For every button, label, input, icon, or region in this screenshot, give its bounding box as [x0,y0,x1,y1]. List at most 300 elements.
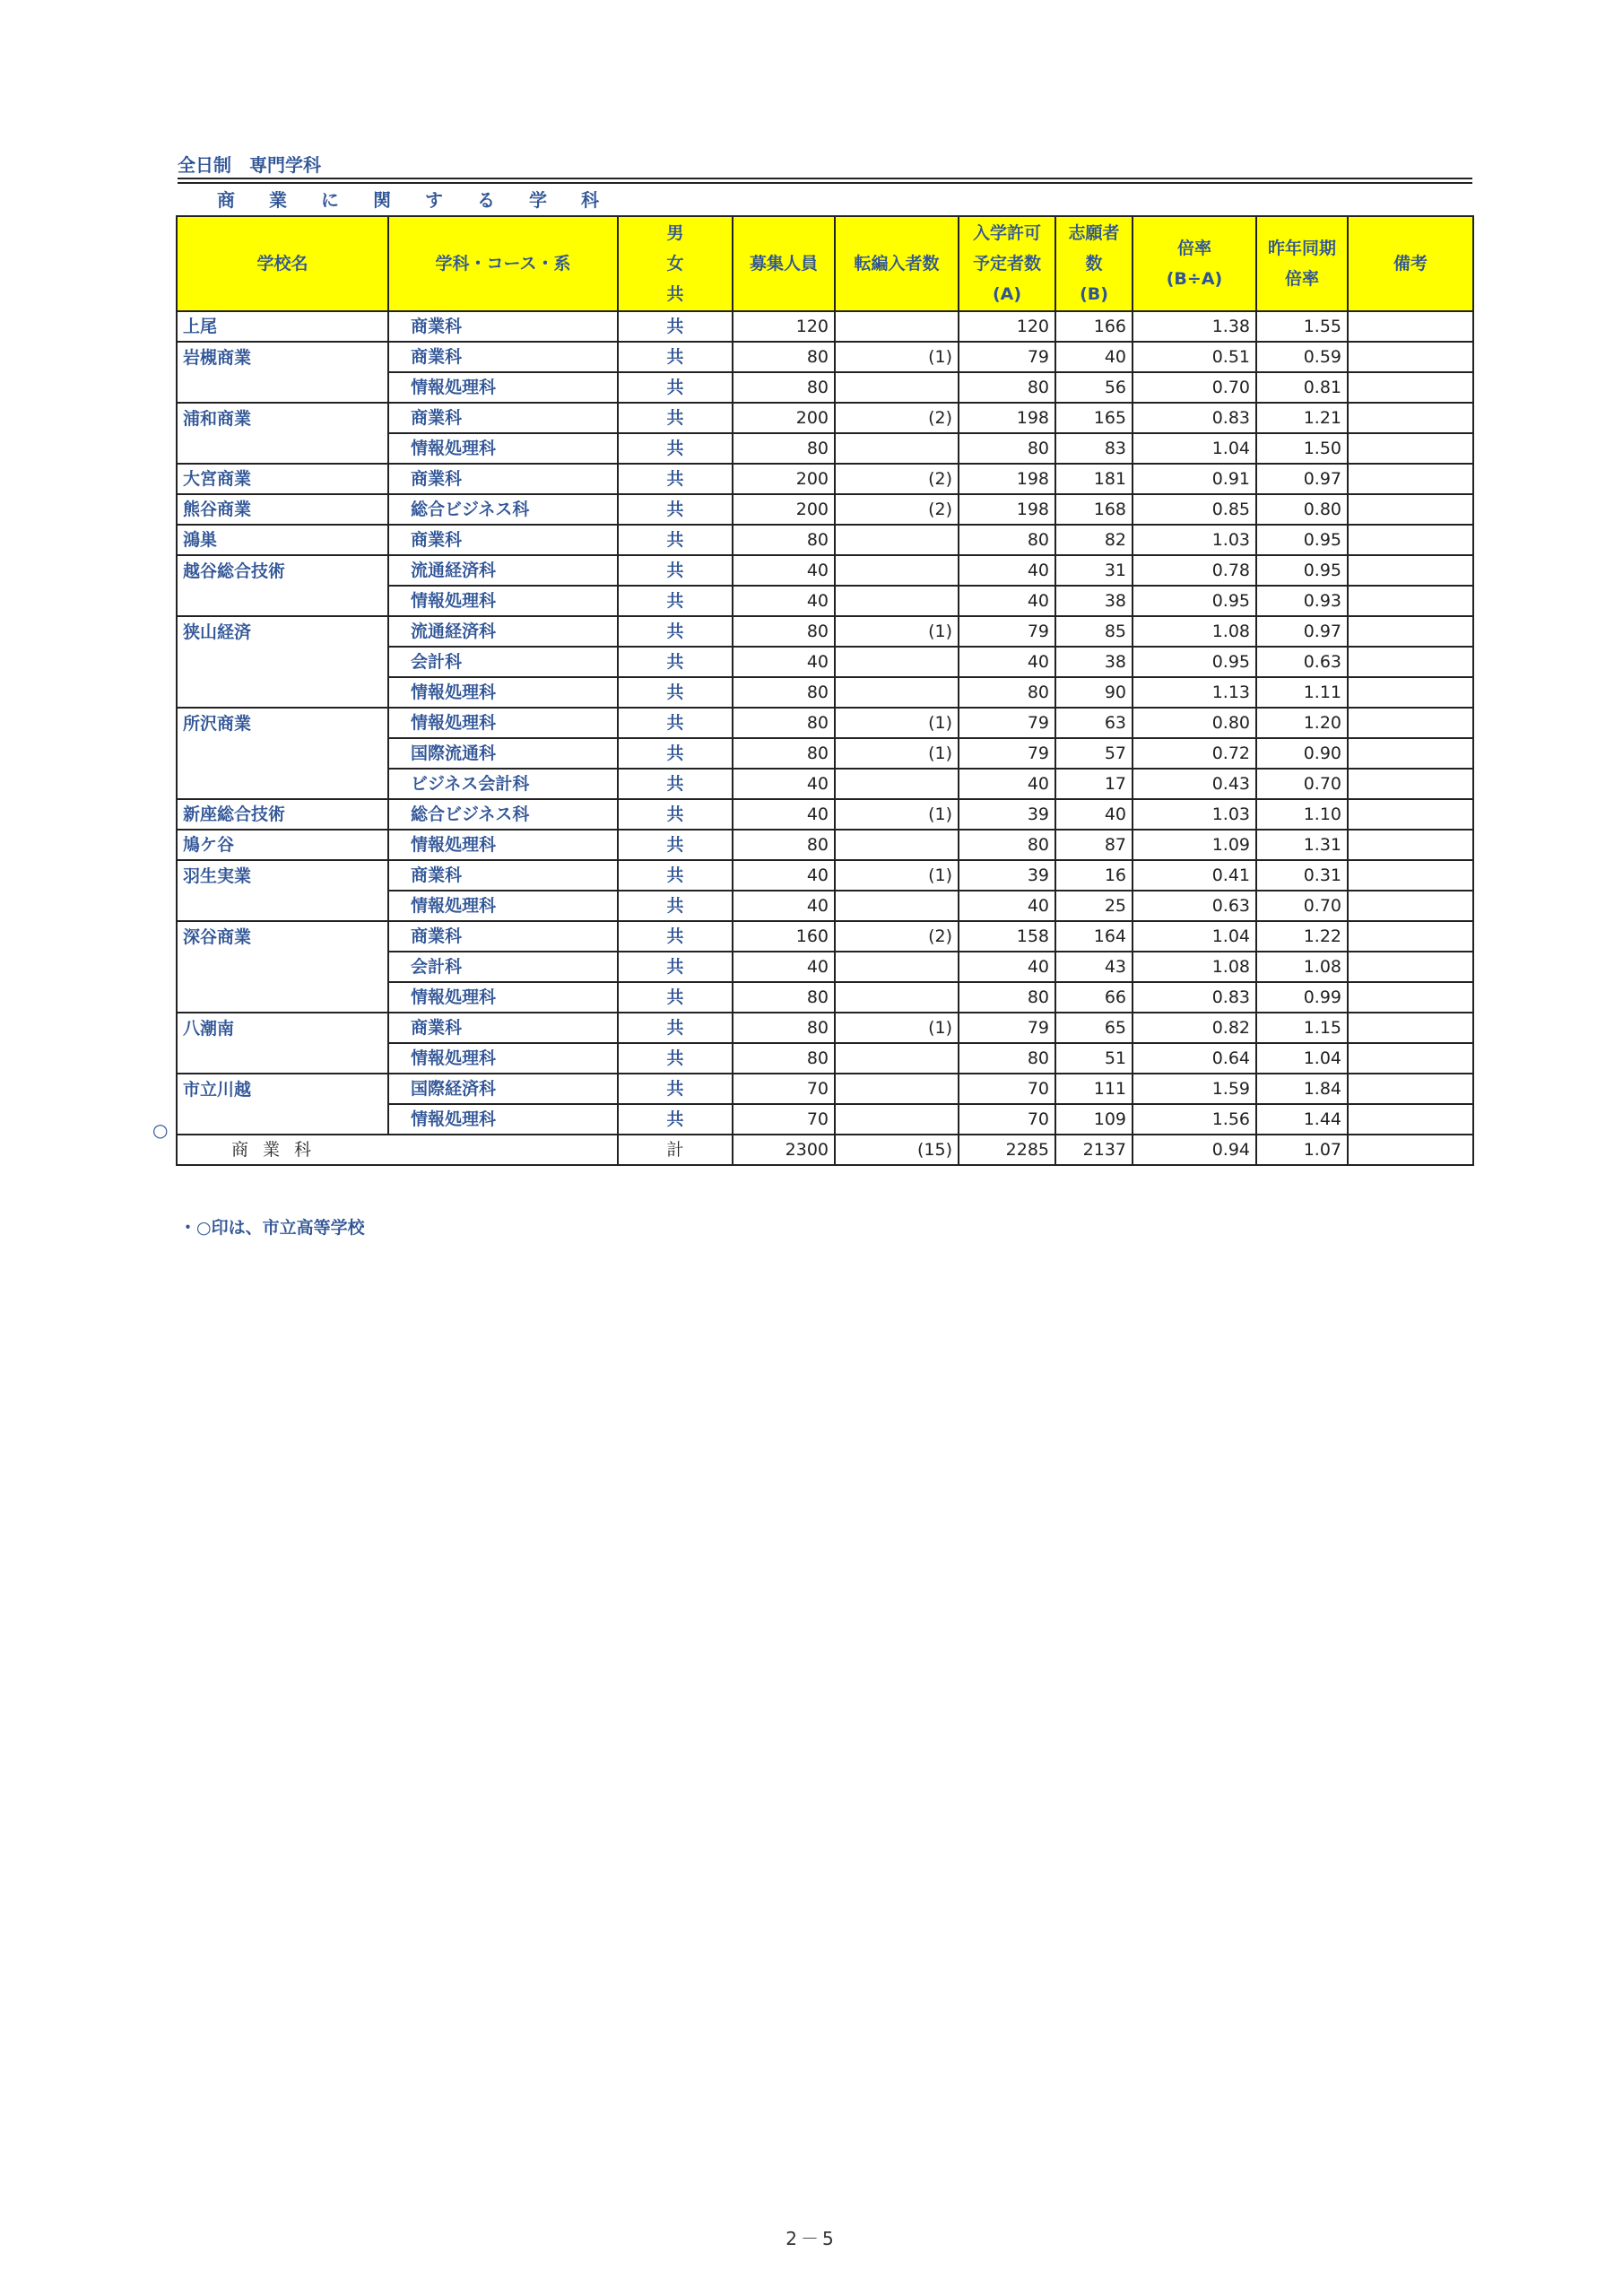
cell-applicants: 166 [1055,311,1133,342]
cell-dept: 商業科 [388,860,618,891]
cell-ratio: 0.43 [1133,769,1256,799]
cell-school: 鴻巣 [177,525,388,555]
cell-dept: 流通経済科 [388,555,618,586]
cell-gender: 共 [618,494,733,525]
cell-last-ratio: 0.70 [1256,891,1348,921]
header-planned: 入学許可 予定者数 (A) [959,216,1055,311]
cell-transfer [835,982,959,1013]
cell-transfer [835,769,959,799]
cell-planned: 39 [959,799,1055,830]
cell-ratio: 1.56 [1133,1104,1256,1135]
cell-planned: 80 [959,1043,1055,1074]
cell-school: 市立川越 [177,1074,388,1104]
cell-last-ratio: 1.31 [1256,830,1348,860]
cell-remarks [1348,677,1473,708]
cell-remarks [1348,616,1473,647]
cell-school [177,647,388,677]
cell-transfer: (1) [835,616,959,647]
cell-applicants: 57 [1055,738,1133,769]
cell-planned: 79 [959,708,1055,738]
cell-transfer [835,891,959,921]
table-row [177,464,1473,494]
cell-school: 狭山経済 [177,616,388,647]
cell-planned: 80 [959,433,1055,464]
cell-ratio: 1.08 [1133,952,1256,982]
enrollment-table [176,215,1474,1166]
cell-gender: 共 [618,1074,733,1104]
cell-applicants: 109 [1055,1104,1133,1135]
cell-gender: 共 [618,403,733,433]
cell-capacity: 80 [733,738,835,769]
cell-capacity: 80 [733,525,835,555]
table-row [177,677,1473,708]
cell-capacity: 40 [733,586,835,616]
cell-remarks [1348,372,1473,403]
cell-dept: 情報処理科 [388,708,618,738]
table-row [177,403,1473,433]
cell-planned: 79 [959,1013,1055,1043]
cell-remarks [1348,738,1473,769]
cell-gender: 共 [618,677,733,708]
cell-school: 岩槻商業 [177,342,388,372]
cell-remarks [1348,799,1473,830]
cell-last-ratio: 0.95 [1256,525,1348,555]
cell-gender: 共 [618,769,733,799]
cell-school [177,433,388,464]
table-row [177,647,1473,677]
total-remarks [1348,1135,1473,1165]
total-ratio: 0.94 [1133,1135,1256,1165]
cell-capacity: 200 [733,403,835,433]
cell-last-ratio: 0.93 [1256,586,1348,616]
table-row [177,799,1473,830]
total-applicants: 2137 [1055,1135,1133,1165]
cell-last-ratio: 1.15 [1256,1013,1348,1043]
cell-planned: 198 [959,464,1055,494]
cell-school [177,738,388,769]
cell-applicants: 181 [1055,464,1133,494]
header-remarks: 備考 [1348,216,1473,311]
cell-ratio: 0.82 [1133,1013,1256,1043]
cell-school [177,1104,388,1135]
cell-ratio: 0.78 [1133,555,1256,586]
table-row [177,1013,1473,1043]
cell-planned: 80 [959,525,1055,555]
header-row [177,216,1473,311]
cell-last-ratio: 1.84 [1256,1074,1348,1104]
total-label: 商業科 [177,1135,618,1165]
cell-gender: 共 [618,1013,733,1043]
cell-transfer [835,952,959,982]
table-row [177,769,1473,799]
cell-last-ratio: 1.04 [1256,1043,1348,1074]
cell-planned: 198 [959,494,1055,525]
cell-planned: 40 [959,586,1055,616]
total-capacity: 2300 [733,1135,835,1165]
table-row [177,952,1473,982]
table-row [177,982,1473,1013]
cell-transfer: (1) [835,1013,959,1043]
cell-remarks [1348,494,1473,525]
cell-transfer: (1) [835,342,959,372]
cell-ratio: 0.41 [1133,860,1256,891]
cell-remarks [1348,982,1473,1013]
cell-last-ratio: 1.22 [1256,921,1348,952]
cell-applicants: 56 [1055,372,1133,403]
cell-transfer [835,677,959,708]
table-row [177,921,1473,952]
table-row [177,433,1473,464]
header-last-ratio: 昨年同期 倍率 [1256,216,1348,311]
cell-remarks [1348,860,1473,891]
cell-ratio: 1.38 [1133,311,1256,342]
cell-ratio: 0.80 [1133,708,1256,738]
cell-dept: 会計科 [388,952,618,982]
cell-remarks [1348,342,1473,372]
cell-last-ratio: 0.97 [1256,616,1348,647]
cell-transfer: (1) [835,799,959,830]
cell-dept: 情報処理科 [388,830,618,860]
cell-last-ratio: 0.81 [1256,372,1348,403]
header-school: 学校名 [177,216,388,311]
cell-last-ratio: 1.50 [1256,433,1348,464]
cell-capacity: 80 [733,982,835,1013]
cell-capacity: 200 [733,494,835,525]
cell-dept: 国際経済科 [388,1074,618,1104]
total-last-ratio: 1.07 [1256,1135,1348,1165]
cell-gender: 共 [618,616,733,647]
cell-capacity: 80 [733,677,835,708]
cell-applicants: 51 [1055,1043,1133,1074]
cell-transfer: (2) [835,464,959,494]
cell-applicants: 164 [1055,921,1133,952]
cell-dept: 総合ビジネス科 [388,799,618,830]
cell-gender: 共 [618,372,733,403]
cell-gender: 共 [618,860,733,891]
cell-applicants: 82 [1055,525,1133,555]
cell-capacity: 40 [733,860,835,891]
cell-school: 鳩ケ谷 [177,830,388,860]
cell-capacity: 40 [733,799,835,830]
cell-applicants: 40 [1055,799,1133,830]
cell-planned: 79 [959,616,1055,647]
cell-last-ratio: 1.08 [1256,952,1348,982]
cell-transfer: (1) [835,860,959,891]
cell-ratio: 1.09 [1133,830,1256,860]
cell-applicants: 17 [1055,769,1133,799]
table-row [177,830,1473,860]
cell-gender: 共 [618,433,733,464]
cell-school: 新座総合技術 [177,799,388,830]
cell-transfer [835,830,959,860]
cell-remarks [1348,891,1473,921]
cell-gender: 共 [618,738,733,769]
cell-ratio: 1.59 [1133,1074,1256,1104]
cell-planned: 198 [959,403,1055,433]
cell-school: 越谷総合技術 [177,555,388,586]
table-row [177,1074,1473,1104]
cell-ratio: 0.95 [1133,586,1256,616]
cell-last-ratio: 0.97 [1256,464,1348,494]
cell-ratio: 0.70 [1133,372,1256,403]
cell-gender: 共 [618,586,733,616]
cell-applicants: 165 [1055,403,1133,433]
cell-capacity: 40 [733,952,835,982]
cell-gender: 共 [618,525,733,555]
cell-capacity: 80 [733,708,835,738]
cell-school: 上尾 [177,311,388,342]
table-row [177,738,1473,769]
cell-last-ratio: 0.31 [1256,860,1348,891]
cell-applicants: 43 [1055,952,1133,982]
cell-last-ratio: 0.59 [1256,342,1348,372]
total-kei: 計 [618,1135,733,1165]
cell-applicants: 90 [1055,677,1133,708]
cell-school: 大宮商業 [177,464,388,494]
cell-ratio: 0.83 [1133,982,1256,1013]
cell-ratio: 1.13 [1133,677,1256,708]
cell-remarks [1348,921,1473,952]
cell-gender: 共 [618,982,733,1013]
cell-gender: 共 [618,342,733,372]
cell-dept: 情報処理科 [388,1043,618,1074]
cell-school [177,952,388,982]
cell-gender: 共 [618,647,733,677]
cell-applicants: 31 [1055,555,1133,586]
cell-planned: 40 [959,647,1055,677]
cell-school: 羽生実業 [177,860,388,891]
cell-applicants: 87 [1055,830,1133,860]
cell-dept: 情報処理科 [388,372,618,403]
header-ratio: 倍率 (B÷A) [1133,216,1256,311]
total-row [177,1135,1473,1165]
cell-remarks [1348,1104,1473,1135]
cell-ratio: 0.63 [1133,891,1256,921]
cell-planned: 158 [959,921,1055,952]
cell-remarks [1348,830,1473,860]
cell-last-ratio: 0.80 [1256,494,1348,525]
cell-ratio: 1.03 [1133,525,1256,555]
cell-last-ratio: 0.70 [1256,769,1348,799]
cell-transfer: (2) [835,921,959,952]
cell-capacity: 40 [733,891,835,921]
cell-school [177,769,388,799]
cell-capacity: 80 [733,372,835,403]
cell-ratio: 1.03 [1133,799,1256,830]
cell-planned: 79 [959,342,1055,372]
cell-planned: 40 [959,891,1055,921]
cell-last-ratio: 1.10 [1256,799,1348,830]
cell-capacity: 120 [733,311,835,342]
cell-ratio: 0.91 [1133,464,1256,494]
cell-ratio: 0.83 [1133,403,1256,433]
cell-capacity: 80 [733,830,835,860]
cell-last-ratio: 1.11 [1256,677,1348,708]
table-row [177,1104,1473,1135]
cell-capacity: 70 [733,1104,835,1135]
cell-school [177,677,388,708]
cell-gender: 共 [618,799,733,830]
cell-dept: 情報処理科 [388,891,618,921]
cell-capacity: 80 [733,616,835,647]
cell-dept: 商業科 [388,1013,618,1043]
cell-school [177,891,388,921]
total-transfer: (15) [835,1135,959,1165]
table-row [177,372,1473,403]
cell-remarks [1348,403,1473,433]
cell-dept: 国際流通科 [388,738,618,769]
cell-last-ratio: 1.55 [1256,311,1348,342]
cell-transfer: (1) [835,708,959,738]
cell-ratio: 1.04 [1133,921,1256,952]
cell-dept: 情報処理科 [388,586,618,616]
cell-transfer [835,372,959,403]
table-row [177,616,1473,647]
cell-remarks [1348,464,1473,494]
page-number: 2－5 [785,2228,838,2249]
cell-capacity: 80 [733,342,835,372]
cell-gender: 共 [618,708,733,738]
table-row [177,891,1473,921]
table-row [177,708,1473,738]
cell-remarks [1348,647,1473,677]
cell-last-ratio: 0.99 [1256,982,1348,1013]
table-row [177,342,1473,372]
cell-transfer: (2) [835,403,959,433]
cell-last-ratio: 0.90 [1256,738,1348,769]
cell-school: 八潮南 [177,1013,388,1043]
cell-planned: 80 [959,677,1055,708]
cell-last-ratio: 1.21 [1256,403,1348,433]
cell-applicants: 38 [1055,647,1133,677]
cell-applicants: 111 [1055,1074,1133,1104]
cell-remarks [1348,769,1473,799]
cell-ratio: 1.04 [1133,433,1256,464]
cell-planned: 40 [959,952,1055,982]
cell-planned: 80 [959,982,1055,1013]
cell-school [177,1043,388,1074]
cell-applicants: 25 [1055,891,1133,921]
cell-dept: 会計科 [388,647,618,677]
cell-gender: 共 [618,311,733,342]
cell-remarks [1348,433,1473,464]
cell-capacity: 160 [733,921,835,952]
cell-gender: 共 [618,891,733,921]
cell-applicants: 83 [1055,433,1133,464]
subject-heading: 商業に関する学科 [217,189,633,211]
cell-remarks [1348,1043,1473,1074]
cell-planned: 40 [959,769,1055,799]
cell-school: 熊谷商業 [177,494,388,525]
cell-gender: 共 [618,921,733,952]
cell-applicants: 63 [1055,708,1133,738]
cell-dept: 商業科 [388,921,618,952]
cell-capacity: 200 [733,464,835,494]
cell-remarks [1348,952,1473,982]
cell-dept: 情報処理科 [388,433,618,464]
cell-applicants: 40 [1055,342,1133,372]
cell-ratio: 0.85 [1133,494,1256,525]
cell-dept: 商業科 [388,342,618,372]
cell-transfer [835,1104,959,1135]
cell-dept: 情報処理科 [388,677,618,708]
cell-transfer [835,1043,959,1074]
table-row [177,311,1473,342]
total-planned: 2285 [959,1135,1055,1165]
cell-gender: 共 [618,1104,733,1135]
municipal-marker: ○ [152,1119,169,1141]
cell-dept: 流通経済科 [388,616,618,647]
cell-transfer [835,525,959,555]
cell-planned: 80 [959,372,1055,403]
table-row [177,494,1473,525]
cell-transfer: (2) [835,494,959,525]
cell-planned: 40 [959,555,1055,586]
footnote: ・○印は、市立高等学校 [179,1218,365,1238]
cell-gender: 共 [618,830,733,860]
cell-transfer [835,311,959,342]
cell-capacity: 80 [733,1013,835,1043]
cell-last-ratio: 1.20 [1256,708,1348,738]
cell-last-ratio: 0.95 [1256,555,1348,586]
header-applicants: 志願者 数 (B) [1055,216,1133,311]
cell-planned: 70 [959,1074,1055,1104]
cell-applicants: 38 [1055,586,1133,616]
cell-school: 所沢商業 [177,708,388,738]
cell-dept: ビジネス会計科 [388,769,618,799]
cell-transfer [835,433,959,464]
cell-remarks [1348,708,1473,738]
cell-capacity: 40 [733,647,835,677]
cell-school [177,586,388,616]
cell-school [177,982,388,1013]
cell-school [177,372,388,403]
header-transfer: 転編入者数 [835,216,959,311]
cell-transfer: (1) [835,738,959,769]
cell-transfer [835,1074,959,1104]
cell-planned: 39 [959,860,1055,891]
cell-applicants: 168 [1055,494,1133,525]
cell-dept: 情報処理科 [388,1104,618,1135]
cell-remarks [1348,525,1473,555]
cell-capacity: 70 [733,1074,835,1104]
cell-gender: 共 [618,464,733,494]
section-title: 全日制 専門学科 [178,154,321,176]
cell-remarks [1348,555,1473,586]
cell-dept: 総合ビジネス科 [388,494,618,525]
cell-applicants: 85 [1055,616,1133,647]
cell-capacity: 80 [733,433,835,464]
cell-last-ratio: 1.44 [1256,1104,1348,1135]
double-rule-divider [178,178,1472,184]
table-row [177,525,1473,555]
cell-planned: 79 [959,738,1055,769]
cell-capacity: 80 [733,1043,835,1074]
header-dept: 学科・コース・系 [388,216,618,311]
cell-remarks [1348,1013,1473,1043]
cell-ratio: 0.51 [1133,342,1256,372]
cell-applicants: 65 [1055,1013,1133,1043]
cell-dept: 商業科 [388,403,618,433]
table-row [177,1043,1473,1074]
cell-planned: 70 [959,1104,1055,1135]
table-row [177,586,1473,616]
cell-transfer [835,647,959,677]
cell-dept: 商業科 [388,525,618,555]
cell-school: 深谷商業 [177,921,388,952]
cell-planned: 120 [959,311,1055,342]
cell-school: 浦和商業 [177,403,388,433]
